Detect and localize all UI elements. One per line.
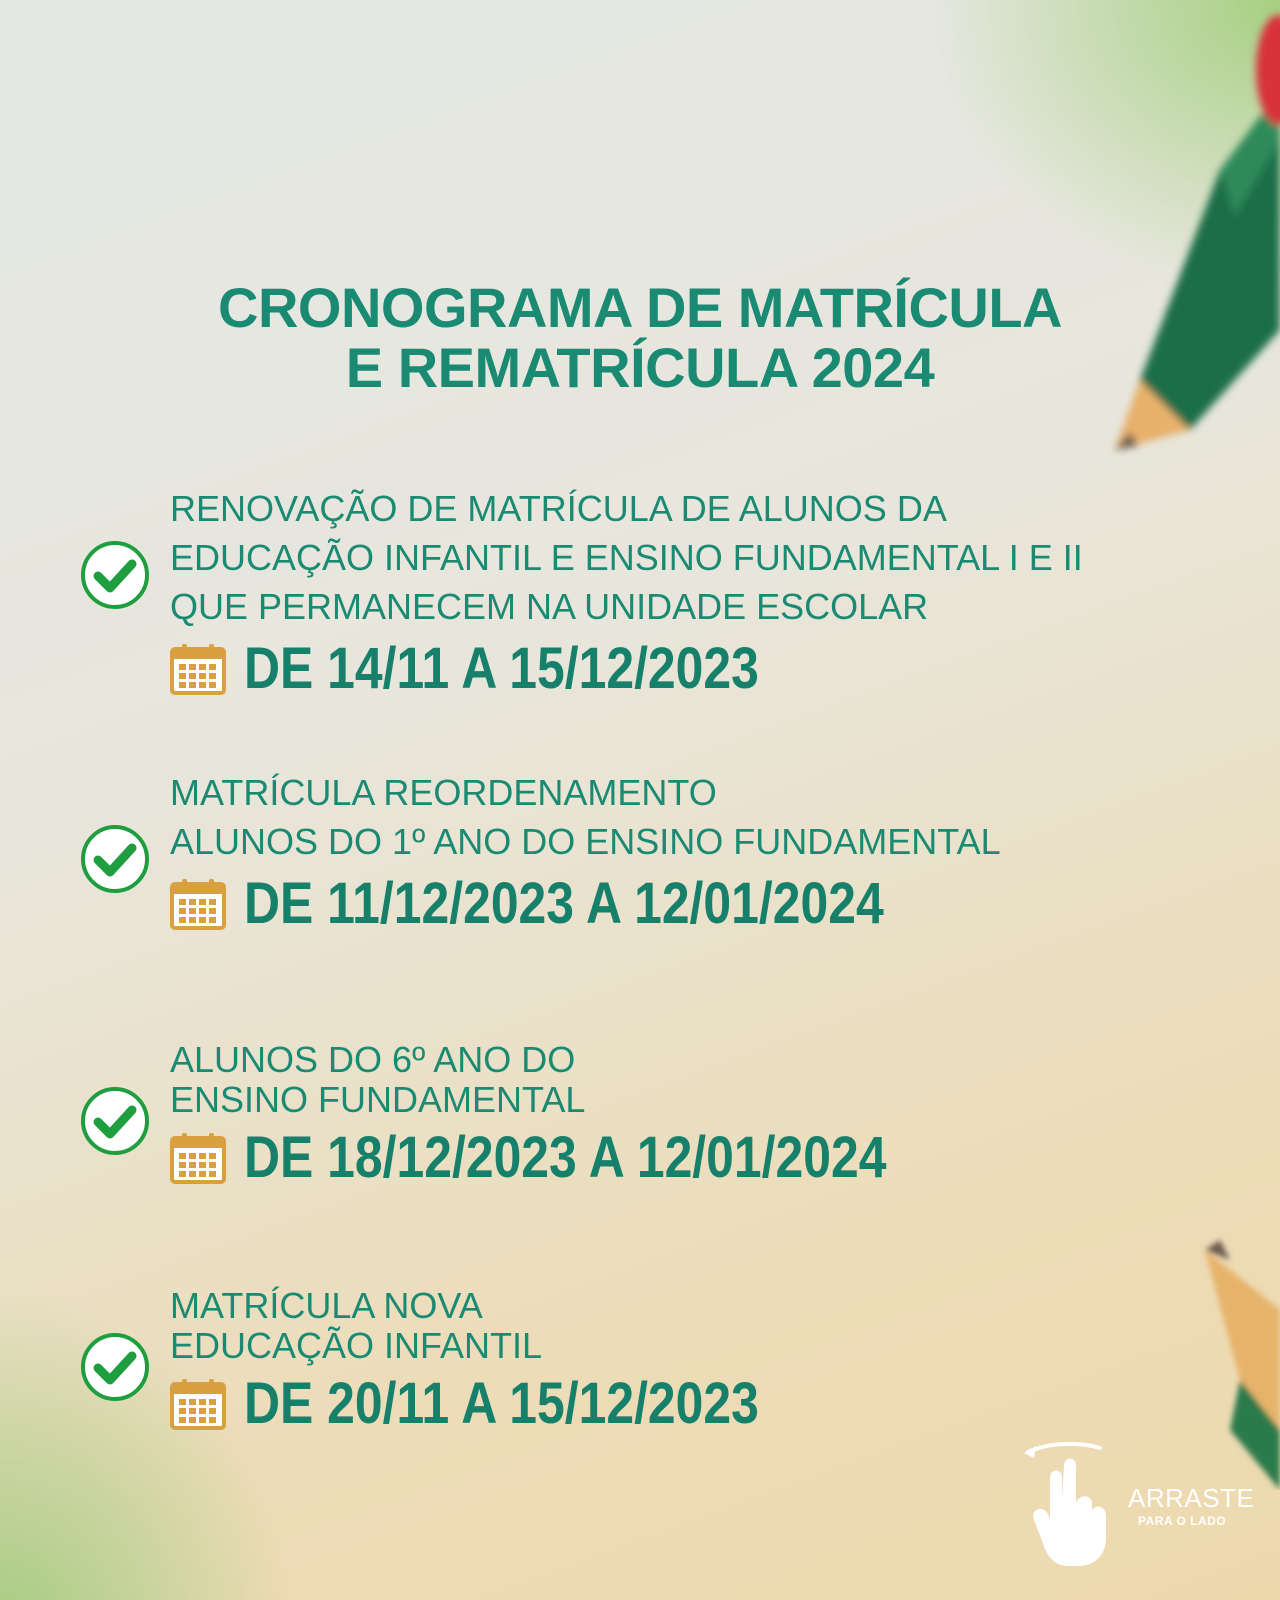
title-line-1: CRONOGRAMA DE MATRÍCULA — [218, 276, 1062, 339]
item-description-line: ALUNOS DO 6º ANO DO — [170, 1039, 576, 1080]
item-description-line: ENSINO FUNDAMENTAL — [170, 1079, 586, 1120]
check-circle-icon — [80, 824, 150, 894]
check-circle-icon — [80, 540, 150, 610]
item-date-range: DE 18/12/2023 A 12/01/2024 — [244, 1125, 887, 1190]
item-description-line: EDUCAÇÃO INFANTIL E ENSINO FUNDAMENTAL I E II — [170, 537, 1083, 578]
swipe-hand-icon — [1020, 1438, 1120, 1568]
item-description-line: ALUNOS DO 1º ANO DO ENSINO FUNDAMENTAL — [170, 821, 1001, 862]
item-description-line: MATRÍCULA REORDENAMENTO — [170, 772, 717, 813]
page-title — [0, 278, 1280, 398]
check-circle-icon — [80, 1086, 150, 1156]
pencil-decoration-top — [1020, 0, 1280, 480]
item-date-range: DE 20/11 A 15/12/2023 — [244, 1371, 759, 1436]
calendar-icon — [170, 1132, 226, 1184]
swipe-sublabel: PARA O LADO — [1138, 1514, 1227, 1528]
item-date-range: DE 14/11 A 15/12/2023 — [244, 636, 759, 701]
item-description-line: MATRÍCULA NOVA — [170, 1285, 483, 1326]
item-date-range: DE 11/12/2023 A 12/01/2024 — [244, 871, 884, 936]
item-description-line: QUE PERMANECEM NA UNIDADE ESCOLAR — [170, 586, 929, 627]
title-line-2: E REMATRÍCULA 2024 — [345, 336, 935, 399]
item-description-line: RENOVAÇÃO DE MATRÍCULA DE ALUNOS DA — [170, 488, 947, 529]
calendar-icon — [170, 643, 226, 695]
check-circle-icon — [80, 1332, 150, 1402]
swipe-hint[interactable] — [1020, 1438, 1260, 1568]
calendar-icon — [170, 878, 226, 930]
swipe-label: ARRASTE — [1128, 1483, 1255, 1513]
item-description-line: EDUCAÇÃO INFANTIL — [170, 1325, 543, 1366]
calendar-icon — [170, 1378, 226, 1430]
